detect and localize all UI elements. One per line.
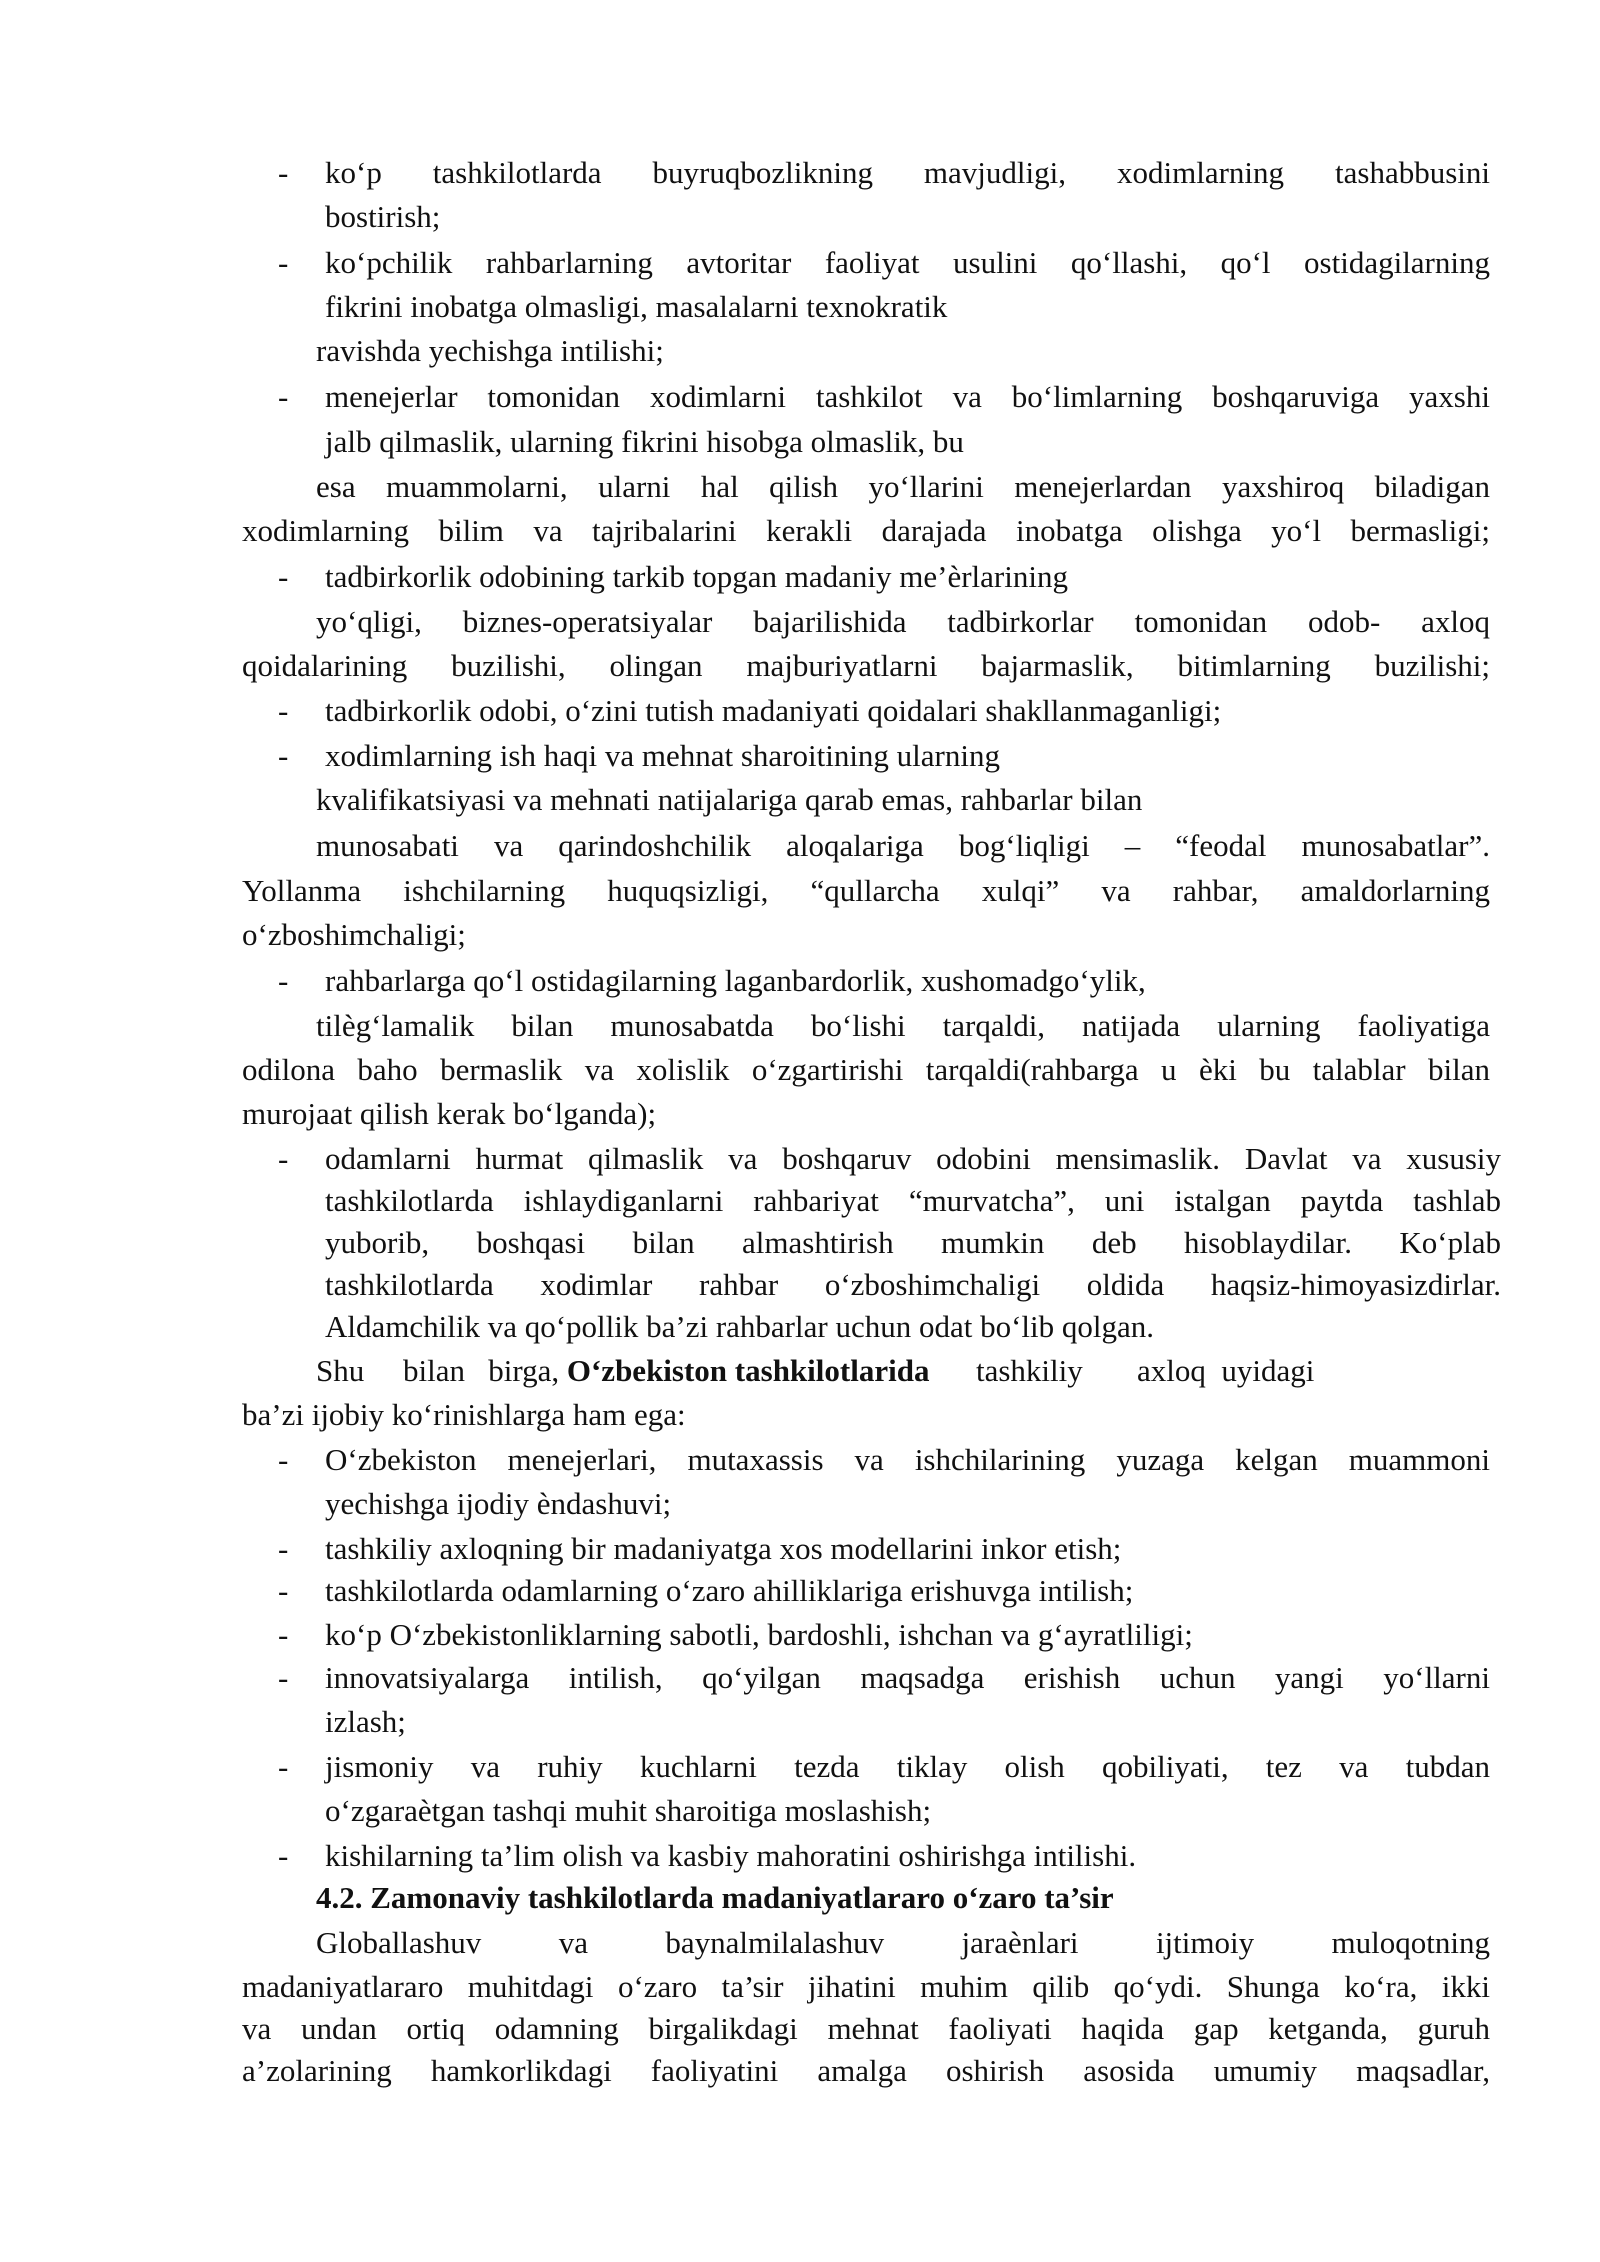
paragraph-line: kvalifikatsiyasi va mehnati natijalariga qarab emas, rahbarlar bilan: [316, 782, 1143, 817]
paragraph-line: yechishga ijodiy èndashuvi;: [325, 1486, 672, 1521]
paragraph-line: o‘zgaraètgan tashqi muhit sharoitiga moslashish;: [325, 1793, 932, 1828]
paragraph-line: Aldamchilik va qo‘pollik ba’zi rahbarlar uchun odat bo‘lib qolgan.: [325, 1309, 1155, 1344]
bullet-item-line: menejerlar tomonidan xodimlarni tashkilot va bo‘limlarning boshqaruviga yaxshi: [325, 379, 1490, 414]
bullet-dash: -: [278, 1749, 289, 1784]
bullet-dash: -: [278, 155, 289, 190]
bullet-item-line: ko‘p tashkilotlarda buyruqbozlikning mavjudligi, xodimlarning tashabbusini: [325, 155, 1490, 190]
bullet-item-line: jismoniy va ruhiy kuchlarni tezda tiklay olish qobiliyati, tez va tubdan: [325, 1749, 1490, 1784]
paragraph-line: munosabati va qarindoshchilik aloqalariga bog‘liqligi – “feodal munosabatlar”.: [316, 828, 1490, 863]
text-run: Shu bilan birga,: [316, 1353, 567, 1388]
bullet-item-line: innovatsiyalarga intilish, qo‘yilgan maqsadga erishish uchun yangi yo‘llarni: [325, 1660, 1490, 1695]
bullet-item-line: tashkiliy axloqning bir madaniyatga xos modellarini inkor etish;: [325, 1531, 1122, 1566]
bullet-item-line: odamlarni hurmat qilmaslik va boshqaruv odobini mensimaslik. Davlat va xususiy: [325, 1141, 1501, 1176]
paragraph-line: madaniyatlararo muhitdagi o‘zaro ta’sir jihatini muhim qilib qo‘ydi. Shunga ko‘ra, ikki: [242, 1969, 1490, 2004]
bullet-dash: -: [278, 1660, 289, 1695]
bullet-item-line: tashkilotlarda odamlarning o‘zaro ahilliklariga erishuvga intilish;: [325, 1573, 1134, 1608]
paragraph-line: tashkilotlarda xodimlar rahbar o‘zboshimchaligi oldida haqsiz-himoyasizdirlar.: [325, 1267, 1501, 1302]
paragraph-line: izlash;: [325, 1704, 406, 1739]
paragraph-line: va undan ortiq odamning birgalikdagi mehnat faoliyati haqida gap ketganda, guruh: [242, 2011, 1490, 2046]
paragraph-line: tashkilotlarda ishlaydiganlarni rahbariyat “murvatcha”, uni istalgan paytda tashlab: [325, 1183, 1501, 1218]
text-run: tashkiliy axloq uyidagi: [929, 1353, 1315, 1388]
paragraph-line: yuborib, boshqasi bilan almashtirish mumkin deb hisoblaydilar. Ko‘plab: [325, 1225, 1501, 1260]
paragraph-line: fikrini inobatga olmasligi, masalalarni texnokratik: [325, 289, 948, 324]
paragraph-line: murojaat qilish kerak bo‘lganda);: [242, 1096, 657, 1131]
bold-text-run: O‘zbekiston tashkilotlarida: [566, 1353, 930, 1388]
paragraph-line: Globallashuv va baynalmilalashuv jaraènlari ijtimoiy muloqotning: [316, 1925, 1490, 1960]
section-heading: 4.2. Zamonaviy tashkilotlarda madaniyatlararo o‘zaro ta’sir: [316, 1880, 1114, 1915]
bullet-dash: -: [278, 379, 289, 414]
bullet-dash: -: [278, 1573, 289, 1608]
paragraph-line: tilèg‘lamalik bilan munosabatda bo‘lishi tarqaldi, natijada ularning faoliyatiga: [316, 1008, 1490, 1043]
bullet-dash: -: [278, 738, 289, 773]
bullet-dash: -: [278, 559, 289, 594]
paragraph-line: o‘zboshimchaligi;: [242, 917, 466, 952]
bullet-item-line: rahbarlarga qo‘l ostidagilarning laganbardorlik, xushomadgo‘ylik,: [325, 963, 1146, 998]
paragraph-line: ravishda yechishga intilishi;: [316, 333, 664, 368]
bullet-dash: -: [278, 963, 289, 998]
bullet-dash: -: [278, 1838, 289, 1873]
paragraph-line: xodimlarning bilim va tajribalarini kerakli darajada inobatga olishga yo‘l bermasligi;: [242, 513, 1490, 548]
paragraph-line: odilona baho bermaslik va xolislik o‘zgartirishi tarqaldi(rahbarga u èki bu talablar bilan: [242, 1052, 1490, 1087]
bullet-item-line: O‘zbekiston menejerlari, mutaxassis va ishchilarining yuzaga kelgan muammoni: [325, 1442, 1490, 1477]
bullet-dash: -: [278, 245, 289, 280]
paragraph-line: Yollanma ishchilarning huquqsizligi, “qullarcha xulqi” va rahbar, amaldorlarning: [242, 873, 1490, 908]
paragraph-line: a’zolarining hamkorlikdagi faoliyatini amalga oshirish asosida umumiy maqsadlar,: [242, 2053, 1490, 2088]
bullet-item-line: ko‘p O‘zbekistonliklarning sabotli, bardoshli, ishchan va g‘ayratliligi;: [325, 1617, 1193, 1652]
paragraph-line: ba’zi ijobiy ko‘rinishlarga ham ega:: [242, 1397, 686, 1432]
paragraph-line: esa muammolarni, ularni hal qilish yo‘llarini menejerlardan yaxshiroq biladigan: [316, 469, 1490, 504]
bullet-item-line: tadbirkorlik odobi, o‘zini tutish madaniyati qoidalari shakllanmaganligi;: [325, 693, 1222, 728]
paragraph-line: qoidalarining buzilishi, olingan majburiyatlarni bajarmaslik, bitimlarning buzilishi;: [242, 648, 1490, 683]
paragraph-line: yo‘qligi, biznes-operatsiyalar bajarilishida tadbirkorlar tomonidan odob- axloq: [316, 604, 1490, 639]
bullet-dash: -: [278, 1617, 289, 1652]
bullet-item-line: xodimlarning ish haqi va mehnat sharoitining ularning: [325, 738, 1000, 773]
paragraph-line: jalb qilmaslik, ularning fikrini hisobga olmaslik, bu: [325, 424, 964, 459]
bullet-item-line: kishilarning ta’lim olish va kasbiy mahoratini oshirishga intilishi.: [325, 1838, 1137, 1873]
bullet-dash: -: [278, 693, 289, 728]
bullet-dash: -: [278, 1442, 289, 1477]
bullet-dash: -: [278, 1141, 289, 1176]
paragraph-line: bostirish;: [325, 199, 441, 234]
bullet-dash: -: [278, 1531, 289, 1566]
bullet-item-line: tadbirkorlik odobining tarkib topgan madaniy me’èrlarining: [325, 559, 1068, 594]
bullet-item-line: ko‘pchilik rahbarlarning avtoritar faoliyat usulini qo‘llashi, qo‘l ostidagilarning: [325, 245, 1490, 280]
paragraph-line: [316, 1351, 1490, 1391]
